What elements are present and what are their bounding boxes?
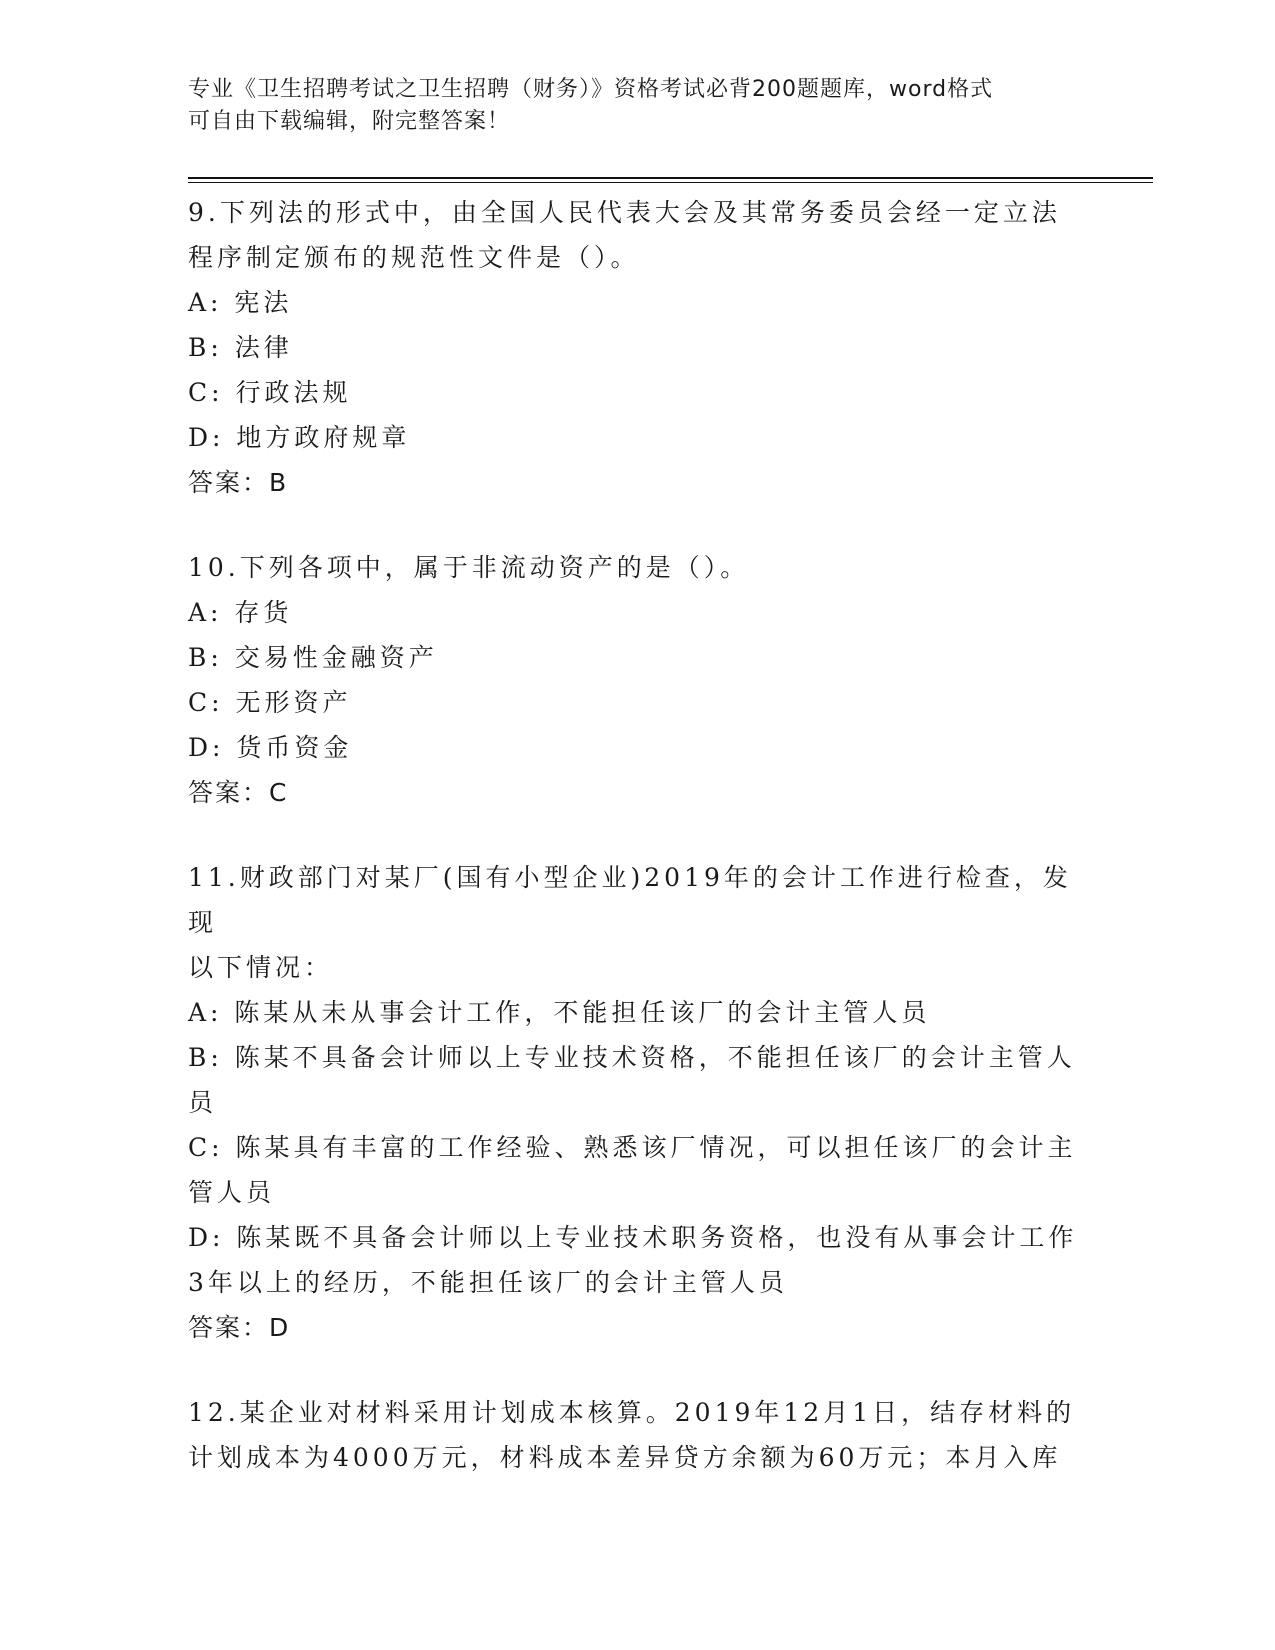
question-stem-line: 12.某企业对材料采用计划成本核算。2019年12月1日，结存材料的 — [188, 1398, 1076, 1427]
answer-option: C: 陈某具有丰富的工作经验、熟悉该厂情况，可以担任该厂的会计主 — [188, 1133, 1077, 1162]
answer-key: 答案：D — [188, 1313, 291, 1342]
answer-option: B: 交易性金融资产 — [188, 643, 438, 672]
answer-option: D: 货币资金 — [188, 733, 353, 762]
header-line-1: 专业《卫生招聘考试之卫生招聘（财务）》资格考试必背200题题库，word格式 — [188, 77, 994, 102]
question-item — [188, 545, 1088, 815]
answer-option: D: 陈某既不具备会计师以上专业技术职务资格，也没有从事会计工作 — [188, 1223, 1078, 1252]
question-list — [188, 190, 1088, 1520]
question-item — [188, 1390, 1088, 1480]
answer-option: B: 法律 — [188, 333, 293, 362]
header-rule-thick — [188, 177, 1153, 179]
answer-option: 3年以上的经历，不能担任该厂的会计主管人员 — [188, 1268, 788, 1297]
question-item — [188, 190, 1088, 505]
question-stem-line: 以下情况： — [188, 953, 334, 982]
question-stem-line: 11.财政部门对某厂(国有小型企业)2019年的会计工作进行检查，发现 — [188, 863, 1072, 937]
answer-option: C: 无形资产 — [188, 688, 352, 717]
question-stem-line: 10.下列各项中，属于非流动资产的是（）。 — [188, 553, 750, 582]
answer-option: C: 行政法规 — [188, 378, 352, 407]
answer-option: A: 宪法 — [188, 288, 293, 317]
question-stem-line: 程序制定颁布的规范性文件是（）。 — [188, 243, 640, 272]
question-stem-line: 计划成本为4000万元，材料成本差异贷方余额为60万元；本月入库 — [188, 1443, 1062, 1472]
header-rule-thin — [188, 182, 1153, 183]
header-line-2: 可自由下载编辑，附完整答案！ — [188, 109, 511, 134]
answer-option: D: 地方政府规章 — [188, 423, 411, 452]
answer-option: B: 陈某不具备会计师以上专业技术资格，不能担任该厂的会计主管人 — [188, 1043, 1076, 1072]
answer-option: 员 — [188, 1088, 218, 1117]
answer-key: 答案：B — [188, 468, 289, 497]
question-item — [188, 855, 1088, 1350]
question-stem-line: 9.下列法的形式中，由全国人民代表大会及其常务委员会经一定立法 — [188, 198, 1061, 227]
answer-option: 管人员 — [188, 1178, 276, 1207]
answer-option: A: 陈某从未从事会计工作，不能担任该厂的会计主管人员 — [188, 998, 931, 1027]
answer-key: 答案：C — [188, 778, 289, 807]
answer-option: A: 存货 — [188, 598, 293, 627]
document-header — [188, 74, 1068, 138]
